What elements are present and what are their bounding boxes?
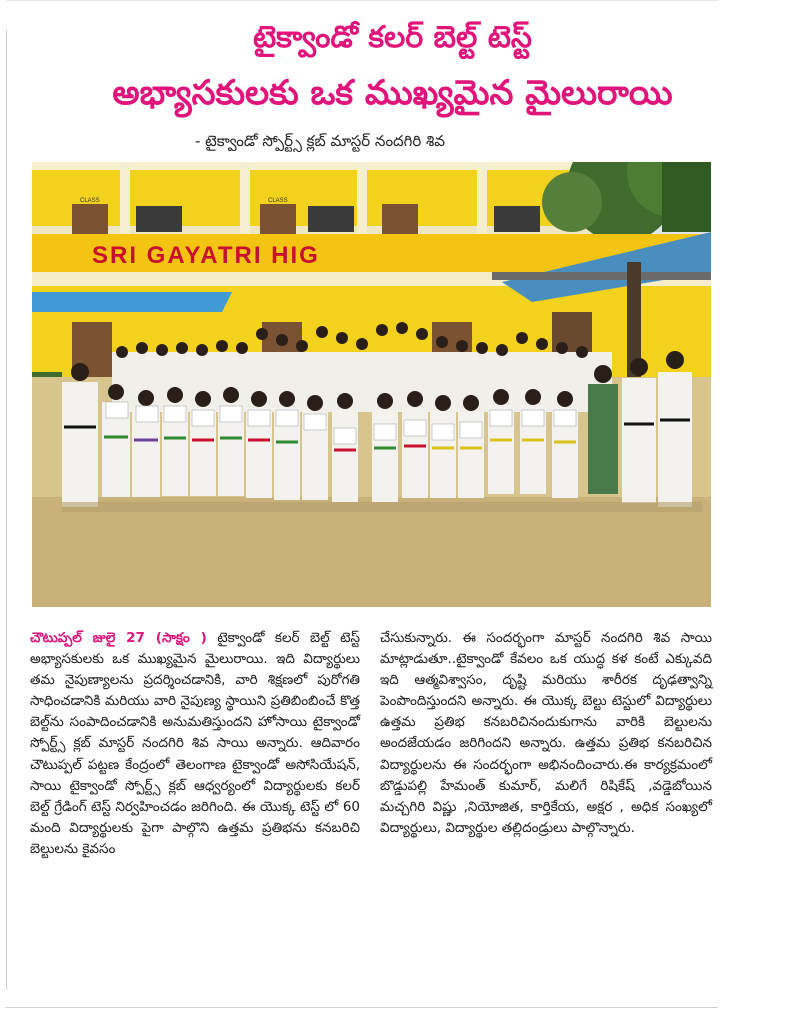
article-column-2-text: చేసుకున్నారు. ఈ సందర్భంగా మాస్టర్ నందగిరి శివ సాయి మాట్లాడుతూ..టైక్వాండో కేవలం ఒక యుద్ధ కళ కంటే ఎక్కువది ఇది ఆత్మవిశ్వాసం, దృష్టి మరియు శారీరక దృఢత్వాన్ని పెంపొందిస్తుందని అన్నారు. ఈ యొక్క బెల్టు టెస్టులో విద్యార్థులు ఉత్తమ ప్రతిభ కనబరిచినందుకుగాను వారికి బెల్టులను అందజేయడం జరిగిందని అన్నారు. ఉత్తమ ప్రతిభ కనబరిచిన విద్యార్థులను ఈ సందర్భంగా అభినందించారు.ఈ కార్యక్రమంలో బొడ్డుపల్లి హేమంత్ కుమార్, మలిగే రిషికేష్ ,వడ్డెబోయిన మచ్చగిరి విష్ణు ,నియోజిత, కార్తికేయ, అక్షర , అధిక సంఖ్యలో విద్యార్థులు, విద్యార్థుల తల్లిదండ్రులు పాల్గొన్నారు.	[380, 630, 712, 836]
article-column-1	[30, 628, 360, 860]
pillar	[477, 162, 487, 234]
pillar	[240, 162, 250, 234]
feet-shadow	[62, 502, 702, 512]
group-photo	[32, 162, 711, 607]
room-label: CLASS	[80, 198, 100, 204]
page-top-rule	[6, 0, 718, 1]
article-column-1-text: టైక్వాండో కలర్ బెల్ట్ టెస్ట్ అభ్యాసకులకు ఒక ముఖ్యమైన మైలురాయి. ఇది విద్యార్థులు తమ నైపుణ్యాలను ప్రదర్శించడానికి, వారి శిక్షణలో పురోగతి సాధించడానికి మరియు వారి నైపుణ్య స్థాయిని ప్రతిబింబించే కొత్త బెల్ట్‌ను సంపాదించడానికి అనుమతిస్తుందని హోసాయి టైక్వాండో స్పోర్ట్స్ క్లబ్ మాస్టర్ నందగిరి శివ సాయి అన్నారు. ఆదివారం చౌటుప్పల్ పట్టణ కేంద్రంలో తెలంగాణ టైక్వాండో అసోసియేషన్, సాయి టైక్వాండో స్పోర్ట్స్ క్లబ్ ఆధ్వర్యంలో విద్యార్థులకు కలర్ బెల్ట్ గ్రేడింగ్ టెస్ట్ నిర్వహించడం జరిగింది. ఈ యొక్క టెస్ట్ లో 60 మంది విద్యార్థులకు పైగా పాల్గొని ఉత్తమ ప్రతిభను కనబరిచి బెల్టులను కైవసం	[30, 630, 361, 857]
window	[308, 206, 354, 232]
door	[260, 204, 296, 234]
window	[494, 206, 540, 232]
article-dateline: చౌటుప్పల్ జులై 27 (సాక్షం )	[30, 630, 207, 646]
byline: - టైక్వాండో స్పోర్ట్స్ క్లబ్ మాస్టర్ నందగిరి శివ	[195, 132, 445, 150]
door	[72, 204, 108, 234]
left-roof	[32, 292, 232, 312]
article-column-2	[380, 628, 712, 839]
window	[136, 206, 182, 232]
school-banner-text: SRI GAYATRI HIG	[92, 242, 320, 269]
pillar	[357, 162, 367, 234]
page-left-rule	[6, 30, 7, 990]
room-label: CLASS	[268, 198, 288, 204]
door	[382, 204, 418, 234]
pillar	[120, 162, 130, 234]
page-bottom-rule	[6, 1007, 718, 1008]
headline-line-1: టైక్వాండో కలర్ బెల్ట్ టెస్ట్	[253, 20, 532, 55]
headline-line-2: అభ్యాసకులకు ఒక ముఖ్యమైన మైలురాయి	[112, 73, 673, 113]
